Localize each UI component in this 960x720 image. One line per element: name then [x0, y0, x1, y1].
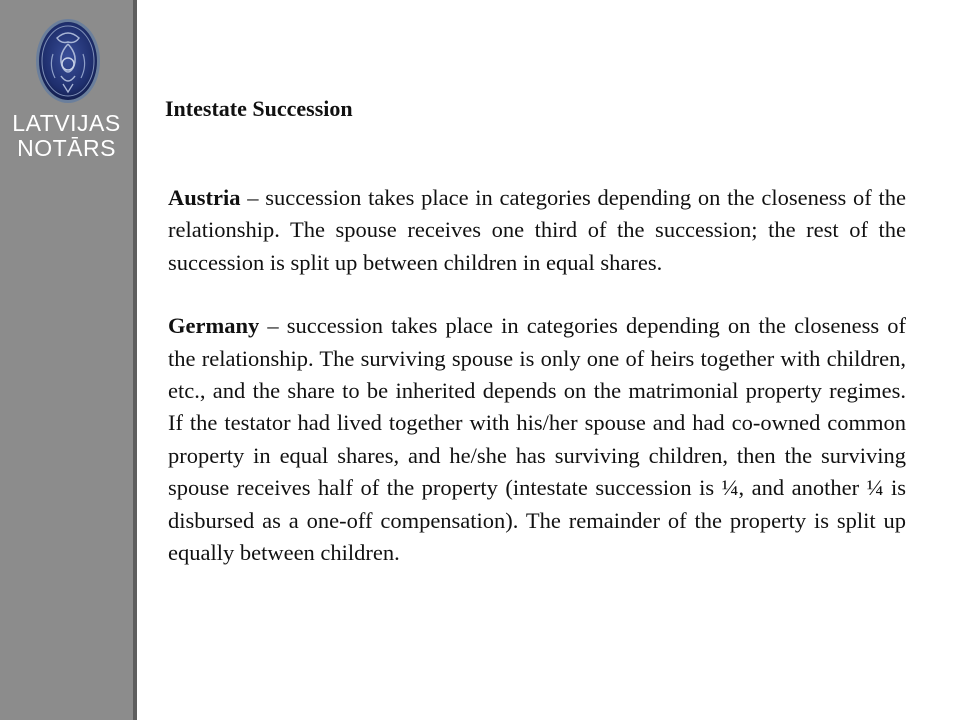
- paragraph-austria: [168, 182, 906, 279]
- slide-title: Intestate Succession: [165, 96, 353, 121]
- sidebar: [0, 0, 133, 720]
- paragraph-text: – succession takes place in categories depending on the closeness of the relationship. The spouse receives one third of the succession; the rest of the succession is split up between children in equal shares.: [168, 185, 906, 275]
- logo-wordmark: [0, 111, 133, 161]
- notary-seal-icon: [35, 18, 101, 104]
- logo-line-2: NOTĀRS: [17, 135, 116, 161]
- logo-line-1: LATVIJAS: [12, 110, 121, 136]
- sidebar-divider: [133, 0, 137, 720]
- country-name: Austria: [168, 185, 241, 210]
- paragraph-text: – succession takes place in categories depending on the closeness of the relationship. The surviving spouse is only one of heirs together with children, etc., and the share to be inherited depends on the matrimonial property regimes. If the testator had lived together with his/her spouse and had co-owned common property in equal shares, and he/she has surviving children, then the surviving spouse receives half of the property (intestate succession is ¼, and another ¼ is disbursed as a one-off compensation). The remainder of the property is split up equally between children.: [168, 313, 906, 566]
- country-name: Germany: [168, 313, 260, 339]
- paragraph-germany: [168, 310, 906, 569]
- slide-body: [168, 182, 906, 600]
